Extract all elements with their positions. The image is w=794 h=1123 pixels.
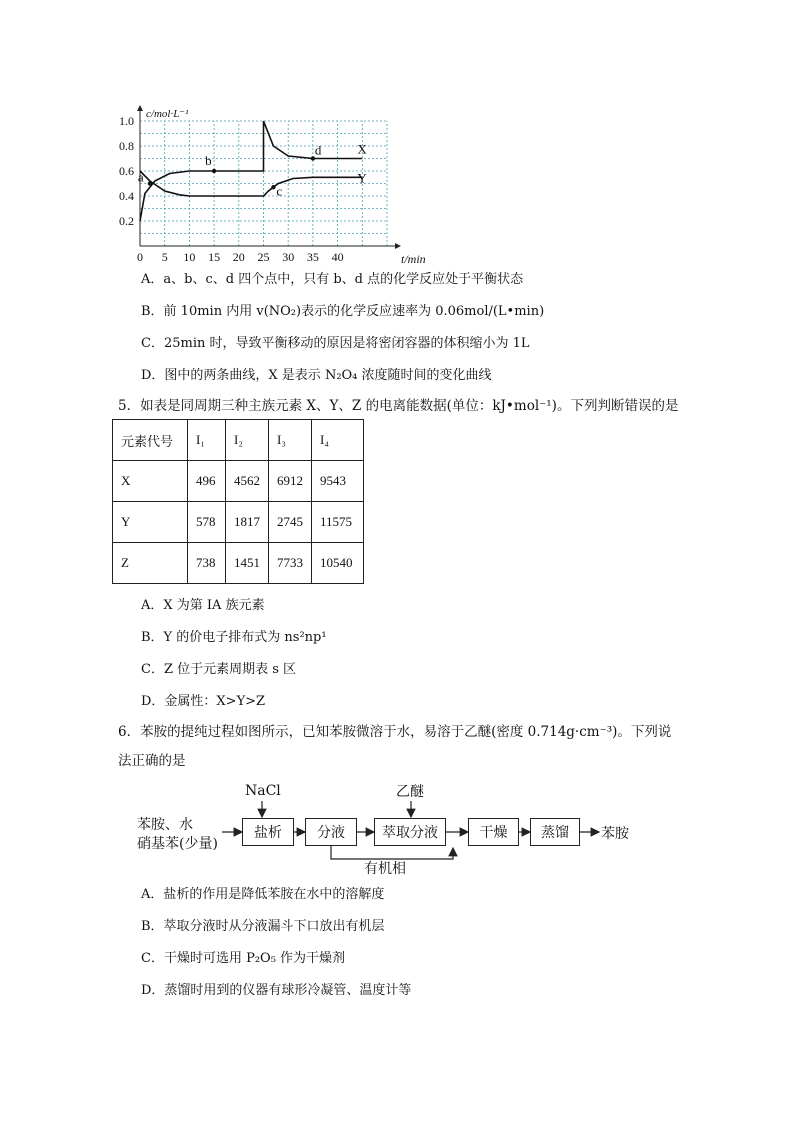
table-cell: Y bbox=[113, 502, 188, 543]
flow-step-drying: 干燥 bbox=[468, 818, 519, 846]
table-cell: 738 bbox=[188, 543, 226, 584]
x-tick-label: 35 bbox=[306, 250, 319, 264]
flow-step-salting-out: 盐析 bbox=[242, 818, 294, 846]
q6-stem-line2: 法正确的是 bbox=[118, 753, 186, 769]
flow-recycle-label: 有机相 bbox=[364, 861, 406, 877]
y-tick-label: 1.0 bbox=[119, 114, 134, 128]
table-cell: X bbox=[113, 461, 188, 502]
q6-stem-line1: 6．苯胺的提纯过程如图所示，已知苯胺微溶于水，易溶于乙醚(密度 0.714g·cm⁻³)。下列说 bbox=[118, 724, 672, 740]
table-header-cell: I₁ bbox=[188, 420, 226, 461]
q6-option-b: B．萃取分液时从分液漏斗下口放出有机层 bbox=[141, 919, 385, 934]
table-cell: 4562 bbox=[226, 461, 269, 502]
table-cell: 1451 bbox=[226, 543, 269, 584]
flow-product-label: 苯胺 bbox=[601, 826, 629, 842]
flow-nacl-label: NaCl bbox=[245, 783, 281, 799]
q5-stem: 5．如表是同周期三种主族元素 X、Y、Z 的电离能数据(单位：kJ•mol⁻¹)。下列判断错误的是 bbox=[118, 398, 679, 414]
table-header-cell: I₄ bbox=[312, 420, 364, 461]
y-tick-label: 0.8 bbox=[119, 139, 134, 153]
x-tick-label: 5 bbox=[161, 250, 168, 264]
x-tick-label: 40 bbox=[331, 250, 344, 264]
table-cell: 7733 bbox=[269, 543, 312, 584]
x-tick-label: 25 bbox=[257, 250, 270, 264]
table-cell: 2745 bbox=[269, 502, 312, 543]
q5-option-b: B．Y 的价电子排布式为 ns²np¹ bbox=[141, 630, 327, 645]
y-tick-label: 0.4 bbox=[119, 189, 134, 203]
flow-step-extraction: 萃取分液 bbox=[374, 818, 446, 846]
x-tick-label: 10 bbox=[183, 250, 196, 264]
series-label-x: X bbox=[357, 141, 367, 157]
x-tick-label: 0 bbox=[137, 250, 143, 264]
table-cell: Z bbox=[113, 543, 188, 584]
table-cell: 578 bbox=[188, 502, 226, 543]
y-tick-label: 0.6 bbox=[119, 164, 134, 178]
table-cell: 9543 bbox=[312, 461, 364, 502]
x-tick-label: 15 bbox=[208, 250, 221, 264]
q6-option-d: D．蒸馏时用到的仪器有球形冷凝管、温度计等 bbox=[141, 983, 412, 998]
table-cell: 10540 bbox=[312, 543, 364, 584]
q5-option-a: A．X 为第 IA 族元素 bbox=[141, 598, 265, 613]
table-cell: 6912 bbox=[269, 461, 312, 502]
q4-option-a: A．a、b、c、d 四个点中，只有 b、d 点的化学反应处于平衡状态 bbox=[141, 272, 524, 287]
q6-option-a: A．盐析的作用是降低苯胺在水中的溶解度 bbox=[141, 887, 385, 902]
table-header-cell: 元素代号 bbox=[113, 420, 188, 461]
table-cell: 11575 bbox=[312, 502, 364, 543]
y-tick-label: 0.2 bbox=[119, 214, 134, 228]
x-axis-label: t/min bbox=[401, 252, 426, 266]
point-label-b: b bbox=[205, 153, 212, 168]
flow-step-separation: 分液 bbox=[305, 818, 357, 846]
series-label-y: Y bbox=[357, 170, 367, 186]
point-label-d: d bbox=[314, 142, 322, 158]
point-label-a: a bbox=[137, 169, 144, 185]
q4-option-d: D．图中的两条曲线，X 是表示 N₂O₄ 浓度随时间的变化曲线 bbox=[141, 368, 492, 383]
table-cell: 496 bbox=[188, 461, 226, 502]
x-tick-label: 30 bbox=[282, 250, 295, 264]
point-label-c: c bbox=[276, 183, 283, 199]
table-header-cell: I₃ bbox=[269, 420, 312, 461]
flow-step-distillation: 蒸馏 bbox=[530, 818, 580, 846]
table-header-cell: I₂ bbox=[226, 420, 269, 461]
flow-ether-label: 乙醚 bbox=[396, 784, 424, 800]
q5-option-c: C．Z 位于元素周期表 s 区 bbox=[141, 662, 297, 677]
flow-input-line1: 苯胺、水 bbox=[137, 817, 193, 833]
y-axis-label: c/mol·L⁻¹ bbox=[146, 108, 189, 120]
q4-option-c: C．25min 时，导致平衡移动的原因是将密闭容器的体积缩小为 1L bbox=[141, 336, 530, 351]
q5-option-d: D．金属性：X>Y>Z bbox=[141, 694, 266, 709]
q6-option-c: C．干燥时可选用 P₂O₅ 作为干燥剂 bbox=[141, 951, 346, 966]
flow-input-line2: 硝基苯(少量) bbox=[137, 836, 218, 852]
table-cell: 1817 bbox=[226, 502, 269, 543]
q4-option-b: B．前 10min 内用 v(NO₂)表示的化学反应速率为 0.06mol/(L•min) bbox=[141, 304, 545, 319]
x-tick-label: 20 bbox=[232, 250, 245, 264]
